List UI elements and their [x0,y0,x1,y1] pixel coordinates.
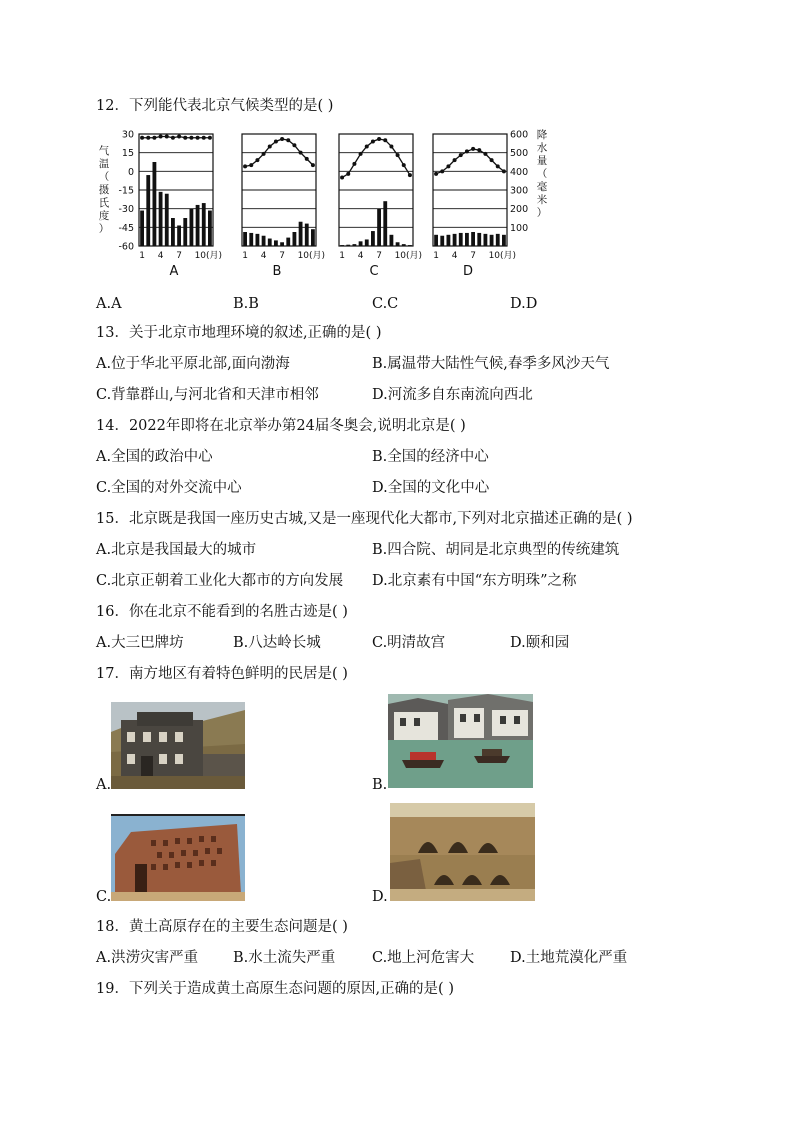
q17-stem: 17．南方地区有着特色鲜明的民居是( ) [96,666,348,682]
precip-bar [390,235,394,246]
q12-stem: 12．下列能代表北京气候类型的是( ) [96,98,334,114]
precip-bar [256,234,260,246]
temp-point [268,144,272,148]
water-town-photo[interactable] [388,694,533,788]
temp-point [453,158,457,162]
precip-tick-label: 500 [510,148,529,160]
precip-bar [299,222,303,246]
precip-bar [286,238,290,246]
month-tick-label: 7 [176,251,182,261]
precip-bar [280,242,284,246]
temp-tick-label: -15 [118,185,134,197]
panel-label: C [369,264,379,279]
temp-point [171,136,175,140]
precip-bar [153,162,157,246]
temp-tick-label: 30 [121,129,134,141]
precip-bar [408,245,412,246]
temp-point [377,137,381,141]
month-tick-label: 4 [157,251,164,261]
precip-bar [171,218,175,246]
precip-bar [396,242,400,246]
precip-bar [465,233,469,246]
temp-point [465,149,469,153]
q14-option-c[interactable]: C.全国的对外交流中心 [96,480,242,496]
q12-option-a[interactable]: A.A [96,296,122,312]
q18-option-b[interactable]: B.水土流失严重 [233,950,336,966]
precip-bar [190,209,194,246]
q18-option-c[interactable]: C.地上河危害大 [372,950,475,966]
precip-tick-label: 600 [510,129,529,141]
temp-point [202,136,206,140]
q13-option-b[interactable]: B.属温带大陆性气候,春季多风沙天气 [372,356,610,372]
temp-point [471,147,475,151]
month-tick-label: 7 [279,251,285,261]
panel-label: A [169,264,179,279]
temp-point [159,134,163,138]
precip-bar [440,236,444,246]
precip-axis-label-char: 水 [536,142,548,154]
temp-axis-label-char: 氏 [98,197,110,209]
month-tick-label: 4 [260,251,267,261]
climograph-panel-d [433,134,516,279]
stone-house-photo[interactable] [111,702,245,789]
precip-bar [365,239,369,246]
temp-point [477,148,481,152]
temp-point [286,138,290,142]
chart-panels [139,134,516,279]
month-tick-label: 10(月) [394,251,423,261]
precip-bar [274,240,278,246]
temp-point [446,164,450,168]
q15-option-b[interactable]: B.四合院、胡同是北京典型的传统建筑 [372,542,620,558]
precip-bar [371,231,375,246]
precip-bar [243,232,247,246]
precip-bar [459,233,463,246]
temp-point [146,136,150,140]
precip-bar [159,192,163,246]
temp-point [311,163,315,167]
panel-label: D [462,264,474,279]
temp-axis-label-char: ） [98,223,110,235]
precip-bar [447,235,451,246]
q13-option-c[interactable]: C.背靠群山,与河北省和天津市相邻 [96,387,319,403]
month-tick-label: 1 [242,251,248,261]
month-tick-label: 4 [451,251,458,261]
temp-tick-label: -60 [118,241,134,253]
temp-axis-label-char: 度 [98,210,110,222]
temp-point [177,134,181,138]
temp-point [140,136,144,140]
q15-stem: 15．北京既是我国一座历史古城,又是一座现代化大都市,下列对北京描述正确的是( ) [96,511,633,527]
climate-charts [92,126,548,286]
temp-point [490,158,494,162]
month-tick-label: 10(月) [194,251,223,261]
temp-point [305,157,309,161]
temp-axis-label [99,144,110,235]
temp-point [274,139,278,143]
temp-point [292,143,296,147]
q18-option-a[interactable]: A.洪涝灾害严重 [96,950,199,966]
q14-option-d[interactable]: D.全国的文化中心 [372,480,490,496]
q16-stem: 16．你在北京不能看到的名胜古迹是( ) [96,604,348,620]
month-tick-label: 7 [376,251,382,261]
precip-bar [262,236,266,246]
temp-axis [118,130,134,253]
temp-point [183,136,187,140]
temp-point [359,152,363,156]
panel-label: B [272,264,282,279]
precip-tick-label: 100 [510,222,529,234]
precip-bar [484,234,488,246]
temp-point [459,153,463,157]
precip-axis-label [537,128,548,219]
brick-dwelling-photo[interactable] [111,814,245,901]
month-tick-label: 1 [433,251,439,261]
temp-axis-label-char: 温 [98,158,110,170]
q13-stem: 13．关于北京市地理环境的叙述,正确的是( ) [96,325,382,341]
q12-option-b[interactable]: B.B [233,296,259,312]
temp-point [189,136,193,140]
q17-option-a[interactable]: A. [96,777,112,793]
precip-bar [496,234,500,246]
q16-option-d[interactable]: D.颐和园 [510,635,570,651]
precip-axis-label-char: 量 [536,155,548,167]
precip-bar [146,175,150,246]
temp-point [408,173,412,177]
precip-bar [477,233,481,246]
temp-point [262,152,266,156]
precip-bar [140,211,144,246]
precip-bar [502,235,506,246]
temp-point [352,162,356,166]
temp-point [208,136,212,140]
precip-bar [268,239,272,246]
temp-tick-label: -30 [118,204,134,216]
precip-tick-label: 400 [510,166,529,178]
temp-tick-label: 0 [127,166,134,178]
q15-option-d[interactable]: D.北京素有中国“东方明珠”之称 [372,573,577,589]
precip-bar [183,218,187,246]
precip-axis-label-char: ） [536,207,548,219]
temp-point [280,137,284,141]
q14-option-b[interactable]: B.全国的经济中心 [372,449,489,465]
precip-tick-label: 200 [510,204,529,216]
q15-option-a[interactable]: A.北京是我国最大的城市 [96,542,257,558]
precip-axis-label-char: 降 [536,129,548,141]
precip-bar [165,194,169,246]
temp-point [483,152,487,156]
precip-bar [402,244,406,246]
precip-bar [311,229,315,246]
month-tick-label: 10(月) [488,251,517,261]
q15-option-c[interactable]: C.北京正朝着工业化大都市的方向发展 [96,573,344,589]
climograph-panel-a [139,134,222,279]
precip-bar [208,211,212,246]
temp-point [496,164,500,168]
temp-point [434,172,438,176]
q18-stem: 18．黄土高原存在的主要生态问题是( ) [96,919,348,935]
precip-bar [340,245,344,246]
precip-axis-label-char: （ [536,168,548,180]
temp-axis-label-char: 气 [98,145,110,157]
q16-option-a[interactable]: A.大三巴牌坊 [96,635,184,651]
precip-bar [434,235,438,246]
temp-line [142,136,210,137]
precip-bar [383,201,387,246]
temp-point [249,163,253,167]
precip-bar [359,241,363,246]
precip-bar [453,234,457,246]
precip-bar [196,205,200,246]
temp-point [396,153,400,157]
temp-point [243,164,247,168]
q13-option-a[interactable]: A.位于华北平原北部,面向渤海 [96,356,290,372]
q17-option-b[interactable]: B. [372,777,388,793]
temp-point [440,169,444,173]
temp-point [502,169,506,173]
temp-point [346,172,350,176]
precip-axis-label-char: 米 [536,194,548,206]
climograph-panel-c [339,134,422,279]
q19-stem: 19．下列关于造成黄土高原生态问题的原因,正确的是( ) [96,981,454,997]
climograph-panel-b [242,134,325,279]
temp-point [255,158,259,162]
precip-bar [177,225,181,246]
precip-axis [510,130,528,234]
temp-point [152,136,156,140]
precip-bar [471,232,475,246]
temp-point [299,151,303,155]
month-tick-label: 1 [139,251,145,261]
q14-stem: 14．2022年即将在北京举办第24届冬奥会,说明北京是( ) [96,418,466,434]
temp-tick-label: 15 [121,148,134,160]
precip-bar [202,203,206,246]
precip-bar [353,244,357,246]
precip-bar [346,245,350,246]
temp-point [340,176,344,180]
q17-option-c[interactable]: C. [96,889,112,905]
q12-option-c[interactable]: C.C [372,296,399,312]
temp-point [383,138,387,142]
month-tick-label: 10(月) [297,251,326,261]
temp-point [196,136,200,140]
temp-axis-label-char: （ [98,171,110,183]
precip-tick-label: 300 [510,185,529,197]
month-tick-label: 4 [357,251,364,261]
temp-point [389,144,393,148]
q16-option-c[interactable]: C.明清故宫 [372,635,446,651]
q18-option-d[interactable]: D.土地荒漠化严重 [510,950,628,966]
temp-tick-label: -45 [118,222,134,234]
q14-option-a[interactable]: A.全国的政治中心 [96,449,213,465]
month-tick-label: 1 [339,251,345,261]
temp-axis-label-char: 摄 [98,184,110,196]
q13-option-d[interactable]: D.河流多自东南流向西北 [372,387,533,403]
precip-bar [293,232,297,246]
temp-point [402,163,406,167]
precip-axis-label-char: 毫 [536,181,548,193]
temp-point [165,134,169,138]
precip-bar [377,209,381,246]
q17-option-d[interactable]: D. [372,889,388,905]
precip-bar [249,233,253,246]
cave-dwelling-photo[interactable] [390,803,535,901]
q16-option-b[interactable]: B.八达岭长城 [233,635,321,651]
temp-point [371,139,375,143]
precip-bar [490,235,494,246]
q12-option-d[interactable]: D.D [510,296,538,312]
precip-bar [305,224,309,246]
temp-point [365,144,369,148]
month-tick-label: 7 [470,251,476,261]
